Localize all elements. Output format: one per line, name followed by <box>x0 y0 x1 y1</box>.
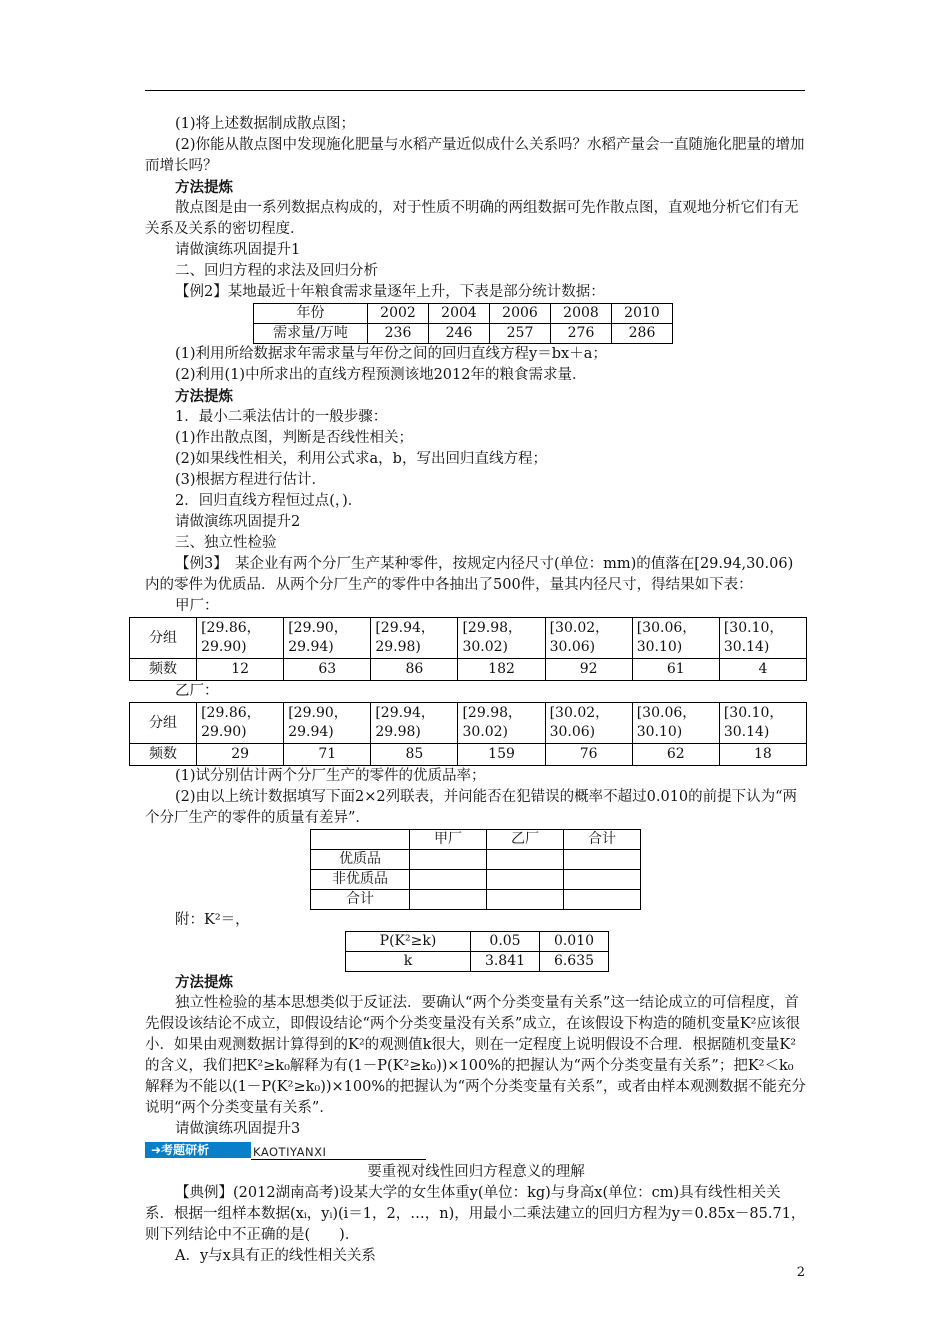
table-cell: [30.06，30.10) <box>632 703 719 744</box>
s3-practice: 请做演练巩固提升3 <box>175 1121 301 1137</box>
table-cell <box>487 870 564 890</box>
s2-example <box>145 282 807 303</box>
s1-method-text: 散点图是由一系列数据点构成的，对于性质不明确的两组数据可先作散点图，直观地分析它们有无关系及关系的密切程度． <box>145 200 799 237</box>
table-cell: [30.02，30.06) <box>545 703 632 744</box>
table-cell: 76 <box>545 744 632 766</box>
table-cell: [30.10，30.14) <box>719 703 806 744</box>
table-cell: [29.86，29.90) <box>197 618 284 659</box>
kaoti-english: KAOTIYANXI <box>253 1145 327 1159</box>
s3-example <box>145 554 807 596</box>
table-cell <box>410 890 487 910</box>
table-header-group: 分组 <box>130 618 197 659</box>
s2-question-1: (1)利用所给数据求年需求量与年份之间的回归直线方程y＝bx＋a； <box>175 346 607 362</box>
table-row-header: 非优质品 <box>311 870 410 890</box>
s2-heading: 二、回归方程的求法及回归分析 <box>175 263 378 279</box>
s2-step: (1)作出散点图，判断是否线性相关； <box>175 430 414 446</box>
s3-method-text: 独立性检验的基本思想类似于反证法．要确认“两个分类变量有关系”这一结论成立的可信程度，首先假设该结论不成立，即假设结论“两个分类变量没有关系”成立，在该假设下构造的随机变量K²应该很小．如果由观测数据计算得到的K²的观测值k很大，则在一定程度上说明假设不合理．根据随机变量K²的含义，我们把K²≥k₀解释为有(1－P(K²≥k₀))×100%的把握认为“两个分类变量有关系”；把K²＜k₀解释为不能以(1－P(K²≥k₀))×100%的把握认为“两个分类变量有关系”，或者由样本观测数据不能充分说明“两个分类变量有关系”． <box>145 995 806 1116</box>
table-cell: 236 <box>368 324 429 344</box>
s2-step: 1．最小二乘法估计的一般步骤： <box>175 409 388 425</box>
s3-method-title: 方法提炼 <box>175 974 233 991</box>
s3-question-1: (1)试分别估计两个分厂生产的零件的优质品率； <box>175 768 486 784</box>
kaoti-underline <box>251 1159 426 1160</box>
factory-a-label: 甲厂： <box>175 598 219 614</box>
table-cell <box>564 870 641 890</box>
kaoti-banner <box>145 1140 807 1162</box>
appendix-formula: 附：K²＝， <box>175 912 250 928</box>
arrow-icon: ➜ <box>151 1143 162 1157</box>
table-cell <box>564 890 641 910</box>
table-cell: [29.94，29.98) <box>371 703 458 744</box>
s2-example-label: 【例2】 <box>175 284 228 300</box>
s2-practice: 请做演练巩固提升2 <box>175 514 301 530</box>
factory-b-label: 乙厂： <box>175 683 219 699</box>
table-header-p: P(K²≥k) <box>346 932 471 952</box>
table-row <box>254 304 673 324</box>
header-rule <box>145 90 805 91</box>
page-number: 2 <box>796 1265 805 1280</box>
table-cell: 0.010 <box>540 932 609 952</box>
table-cell: 85 <box>371 744 458 766</box>
table-header: 合计 <box>564 830 641 850</box>
s1-method-title: 方法提炼 <box>175 179 233 196</box>
table-row <box>311 890 641 910</box>
s2-step: (2)如果线性相关，利用公式求a，b，写出回归直线方程； <box>175 451 547 467</box>
s2-example-text: 某地最近十年粮食需求量逐年上升，下表是部分统计数据： <box>227 284 605 300</box>
kaoti-tag-text: 考题研析 <box>161 1143 210 1157</box>
table-row <box>254 324 673 344</box>
table-cell: 286 <box>612 324 673 344</box>
kaoti-text: (2012湖南高考)设某大学的女生体重y(单位：kg)与身高x(单位：cm)具有线性相关关系．根据一组样本数据(xᵢ，yᵢ)(i＝1，2，…，n)，用最小二乘法建立的回归方程为y＝0.85x－85.71，则下列结论中不正确的是( )． <box>145 1185 806 1243</box>
table-cell: 2010 <box>612 304 673 324</box>
table-cell: 159 <box>458 744 545 766</box>
s3-question-2: (2)由以上统计数据填写下面2×2列联表，并问能否在犯错误的概率不超过0.010的前提下认为“两个分厂生产的零件的质量有差异”． <box>145 789 798 826</box>
table-row <box>130 659 807 681</box>
table-cell: 2002 <box>368 304 429 324</box>
table-cell <box>410 870 487 890</box>
table-cell: 3.841 <box>471 952 540 972</box>
s1-question-1: (1)将上述数据制成散点图； <box>175 116 356 132</box>
table-cell: 276 <box>551 324 612 344</box>
kaoti-example <box>145 1183 807 1246</box>
table-header-year: 年份 <box>254 304 368 324</box>
grain-demand-table <box>253 303 673 344</box>
table-cell: [29.94，29.98) <box>371 618 458 659</box>
table-header: 乙厂 <box>487 830 564 850</box>
kaoti-title: 要重视对线性回归方程意义的理解 <box>367 1164 585 1180</box>
table-cell: [29.90，29.94) <box>284 618 371 659</box>
critical-value-table <box>345 931 609 972</box>
table-cell <box>311 830 410 850</box>
s3-heading: 三、独立性检验 <box>175 535 277 551</box>
table-cell: 61 <box>632 659 719 681</box>
table-header: 甲厂 <box>410 830 487 850</box>
kaoti-tag <box>145 1142 251 1158</box>
table-row <box>130 703 807 744</box>
table-cell: 246 <box>429 324 490 344</box>
factory-b-table <box>129 702 807 766</box>
table-cell: [29.98，30.02) <box>458 703 545 744</box>
s2-method-title: 方法提炼 <box>175 388 233 405</box>
s2-question-2: (2)利用(1)中所求出的直线方程预测该地2012年的粮食需求量． <box>175 367 587 383</box>
table-header-group: 分组 <box>130 703 197 744</box>
kaoti-label: 【典例】 <box>175 1185 233 1201</box>
table-cell: 182 <box>458 659 545 681</box>
table-cell: [29.86，29.90) <box>197 703 284 744</box>
table-cell: [30.06，30.10) <box>632 618 719 659</box>
table-cell: 92 <box>545 659 632 681</box>
table-row-header: 合计 <box>311 890 410 910</box>
table-cell: 12 <box>197 659 284 681</box>
table-cell: 0.05 <box>471 932 540 952</box>
table-cell: 2004 <box>429 304 490 324</box>
table-cell: [29.98，30.02) <box>458 618 545 659</box>
table-cell: 29 <box>197 744 284 766</box>
table-cell: [29.90，29.94) <box>284 703 371 744</box>
table-cell <box>487 850 564 870</box>
table-header-demand: 需求量/万吨 <box>254 324 368 344</box>
table-header-k: k <box>346 952 471 972</box>
table-cell <box>564 850 641 870</box>
table-cell: 2006 <box>490 304 551 324</box>
table-cell: 6.635 <box>540 952 609 972</box>
table-cell: 63 <box>284 659 371 681</box>
table-row <box>346 952 609 972</box>
table-row <box>311 870 641 890</box>
table-cell: 71 <box>284 744 371 766</box>
table-cell <box>410 850 487 870</box>
table-cell: 86 <box>371 659 458 681</box>
s1-practice: 请做演练巩固提升1 <box>175 242 301 258</box>
table-row <box>130 618 807 659</box>
s2-step: (3)根据方程进行估计． <box>175 472 327 488</box>
page-content <box>145 114 807 1267</box>
s3-example-text: 某企业有两个分厂生产某种零件，按规定内径尺寸(单位：mm)的值落在[29.94,30.06)内的零件为优质品．从两个分厂生产的零件中各抽出了500件，量其内径尺寸，得结果如下表： <box>145 556 794 593</box>
contingency-table <box>310 829 641 910</box>
table-row <box>130 744 807 766</box>
s3-example-label: 【例3】 <box>175 556 221 572</box>
table-cell: 2008 <box>551 304 612 324</box>
table-cell: [30.02，30.06) <box>545 618 632 659</box>
table-row-header: 优质品 <box>311 850 410 870</box>
s2-step: 2．回归直线方程恒过点(，)． <box>175 493 363 509</box>
factory-a-table <box>129 617 807 681</box>
table-cell: 18 <box>719 744 806 766</box>
table-cell: 257 <box>490 324 551 344</box>
s1-question-2: (2)你能从散点图中发现施化肥量与水稻产量近似成什么关系吗？水稻产量会一直随施化肥量的增加而增长吗？ <box>145 137 805 174</box>
table-row <box>346 932 609 952</box>
table-row <box>311 850 641 870</box>
table-cell <box>487 890 564 910</box>
table-cell: 62 <box>632 744 719 766</box>
table-cell: [30.10，30.14) <box>719 618 806 659</box>
table-header-frequency: 频数 <box>130 659 197 681</box>
table-header-frequency: 频数 <box>130 744 197 766</box>
table-row <box>311 830 641 850</box>
kaoti-option-a: A．y与x具有正的线性相关关系 <box>175 1248 376 1264</box>
table-cell: 4 <box>719 659 806 681</box>
